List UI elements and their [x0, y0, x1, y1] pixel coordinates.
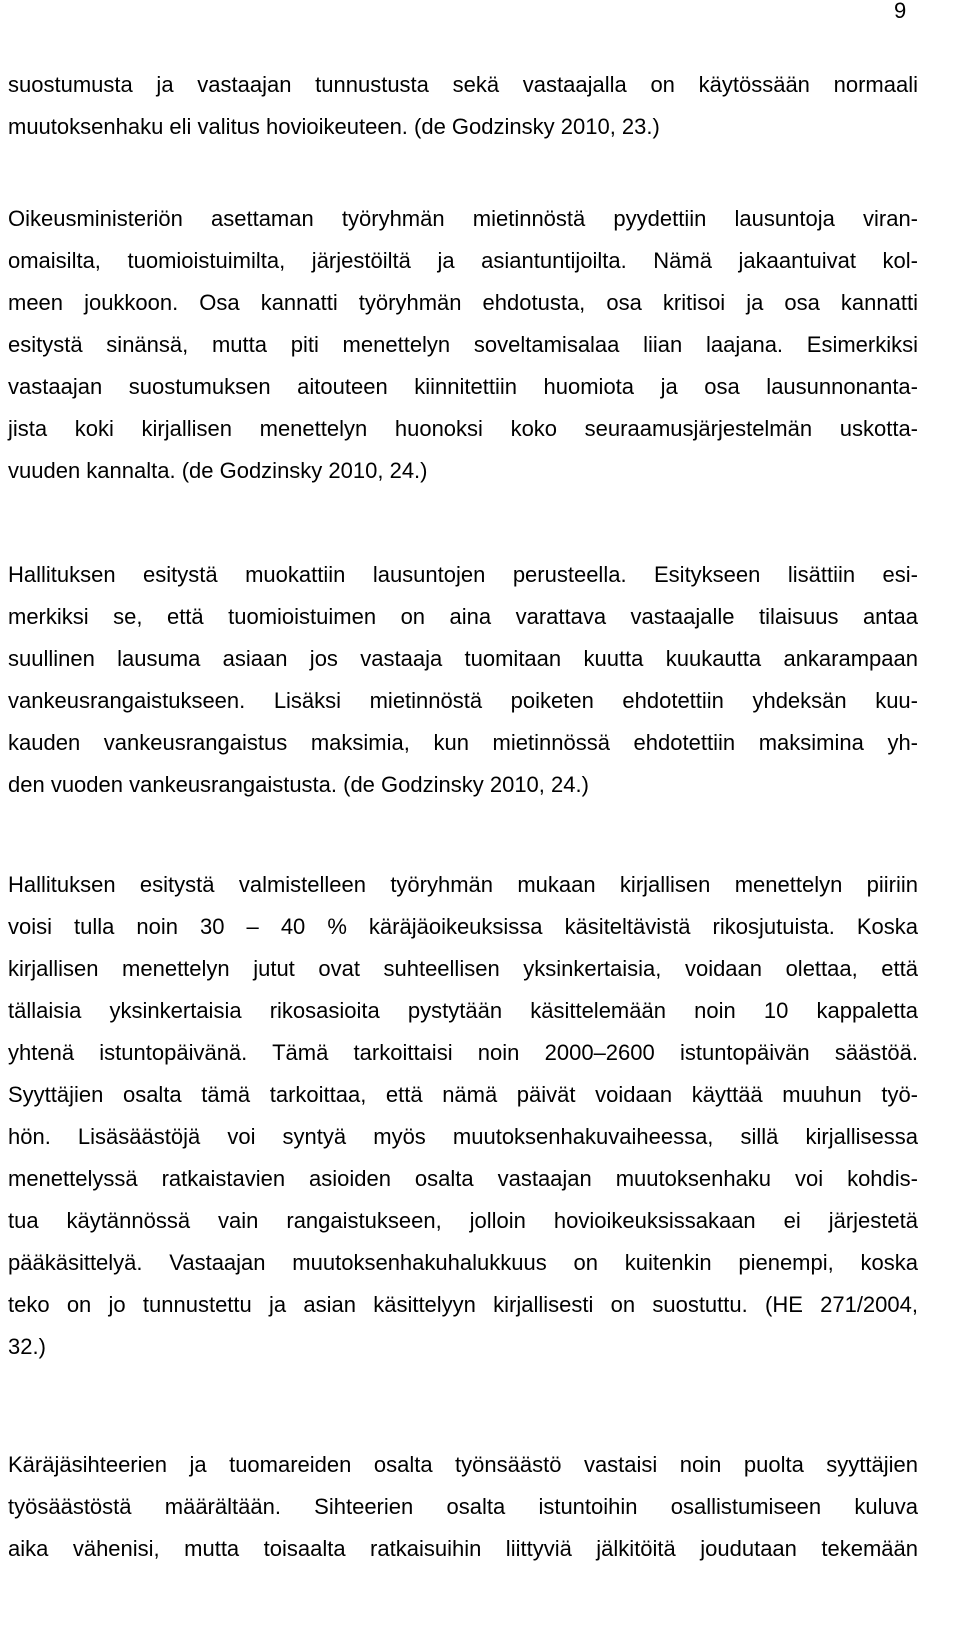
text-line: teko on jo tunnustettu ja asian käsittelyyn kirjallisesti on suostuttu. (HE 271/2004,	[8, 1292, 918, 1317]
text-line: vuuden kannalta. (de Godzinsky 2010, 24.)	[8, 458, 428, 483]
text-line: suullinen lausuma asiaan jos vastaaja tuomitaan kuutta kuukautta ankarampaan	[8, 646, 918, 671]
text-line: jista koki kirjallisen menettelyn huonoksi koko seuraamusjärjestelmän uskotta-	[8, 416, 918, 441]
text-line: den vuoden vankeusrangaistusta. (de Godzinsky 2010, 24.)	[8, 772, 589, 797]
text-line: voisi tulla noin 30 – 40 % käräjäoikeuksissa käsiteltävistä rikosjutuista. Koska	[8, 914, 918, 939]
text-line: menettelyssä ratkaistavien asioiden osalta vastaajan muutoksenhaku voi kohdis-	[8, 1166, 918, 1191]
text-line: kirjallisen menettelyn jutut ovat suhteellisen yksinkertaisia, voidaan olettaa, että	[8, 956, 918, 981]
text-line: 32.)	[8, 1334, 46, 1359]
text-line: esitystä sinänsä, mutta piti menettelyn soveltamisalaa liian laajana. Esimerkiksi	[8, 332, 918, 357]
text-line: merkiksi se, että tuomioistuimen on aina varattava vastaajalle tilaisuus antaa	[8, 604, 918, 629]
text-line: Oikeusministeriön asettaman työryhmän mietinnöstä pyydettiin lausuntoja viran-	[8, 206, 918, 231]
text-line: Hallituksen esitystä muokattiin lausuntojen perusteella. Esitykseen lisättiin esi-	[8, 562, 918, 587]
text-line: Käräjäsihteerien ja tuomareiden osalta työnsäästö vastaisi noin puolta syyttäjien	[8, 1452, 918, 1477]
text-line: Hallituksen esitystä valmistelleen työryhmän mukaan kirjallisen menettelyn piiriin	[8, 872, 918, 897]
text-line: työsäästöstä määrältään. Sihteerien osalta istuntoihin osallistumiseen kuluva	[8, 1494, 918, 1519]
text-line: Syyttäjien osalta tämä tarkoittaa, että nämä päivät voidaan käyttää muuhun työ-	[8, 1082, 918, 1107]
text-line: vastaajan suostumuksen aitouteen kiinnitettiin huomiota ja osa lausunnonanta-	[8, 374, 918, 399]
paragraph-2	[8, 198, 918, 492]
text-line: tällaisia yksinkertaisia rikosasioita pystytään käsittelemään noin 10 kappaletta	[8, 998, 918, 1023]
paragraph-5	[8, 1444, 918, 1570]
paragraph-3	[8, 554, 918, 806]
text-line: hön. Lisäsäästöjä voi syntyä myös muutoksenhakuvaiheessa, sillä kirjallisessa	[8, 1124, 918, 1149]
text-line: aika vähenisi, mutta toisaalta ratkaisuihin liittyviä jälkitöitä joudutaan tekemään	[8, 1536, 918, 1561]
text-line: vankeusrangaistukseen. Lisäksi mietinnöstä poiketen ehdotettiin yhdeksän kuu-	[8, 688, 918, 713]
text-line: omaisilta, tuomioistuimilta, järjestöiltä ja asiantuntijoilta. Nämä jakaantuivat kol-	[8, 248, 918, 273]
text-line: suostumusta ja vastaajan tunnustusta sekä vastaajalla on käytössään normaali	[8, 72, 918, 97]
text-line: tua käytännössä vain rangaistukseen, jolloin hovioikeuksissakaan ei järjestetä	[8, 1208, 918, 1233]
text-line: meen joukkoon. Osa kannatti työryhmän ehdotusta, osa kritisoi ja osa kannatti	[8, 290, 918, 315]
text-line: kauden vankeusrangaistus maksimia, kun mietinnössä ehdotettiin maksimina yh-	[8, 730, 918, 755]
page-number: 9	[894, 0, 907, 23]
text-line: pääkäsittelyä. Vastaajan muutoksenhakuhalukkuus on kuitenkin pienempi, koska	[8, 1250, 918, 1275]
paragraph-4	[8, 864, 918, 1368]
text-line: muutoksenhaku eli valitus hovioikeuteen. (de Godzinsky 2010, 23.)	[8, 114, 660, 139]
paragraph-1	[8, 64, 918, 148]
text-line: yhtenä istuntopäivänä. Tämä tarkoittaisi noin 2000–2600 istuntopäivän säästöä.	[8, 1040, 918, 1065]
